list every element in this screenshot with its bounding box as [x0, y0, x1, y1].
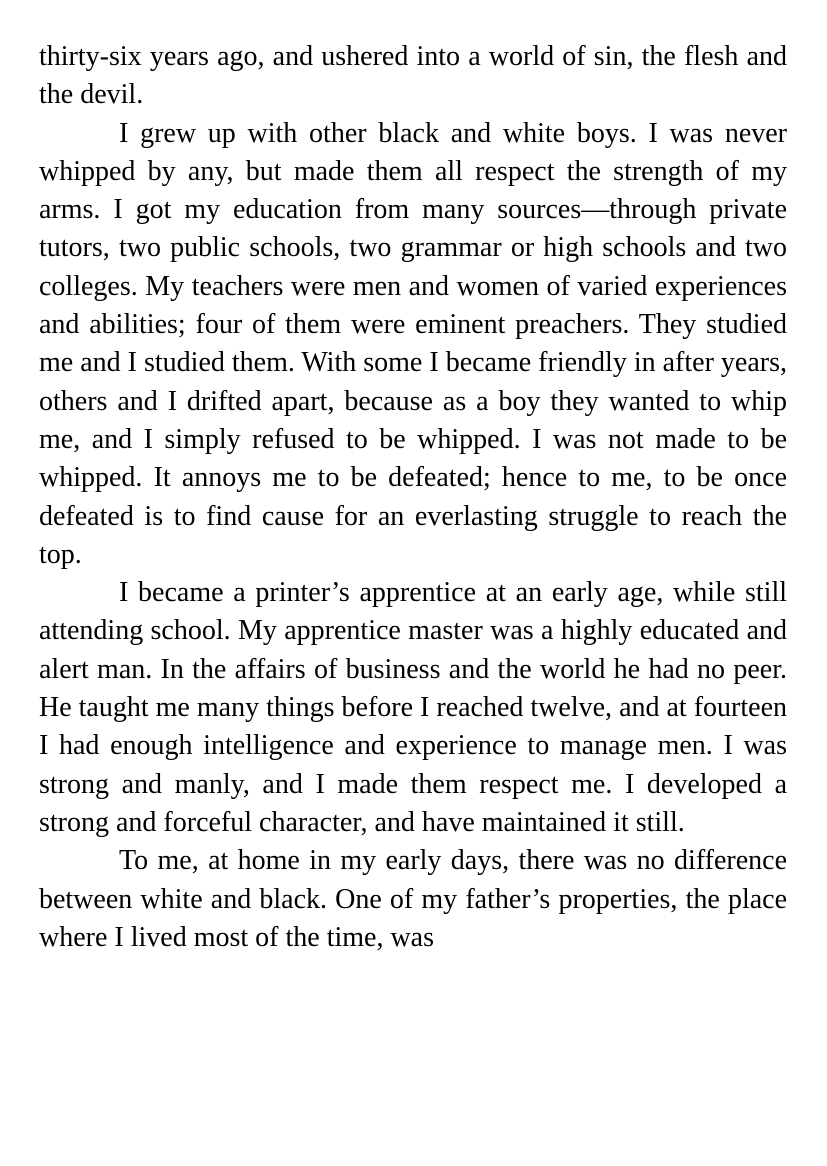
paragraph-2: I grew up with other black and white boys. I was never whipped by any, but made them all respect the strength of my arms. I got my education from many sources—through private tutors, two public schools, two grammar or high schools and two colleges. My teachers were men and women of varied experiences and abilities; four of them were eminent preachers. They studied me and I studied them. With some I became friendly in after years, others and I drifted apart, because as a boy they wanted to whip me, and I simply refused to be whipped. I was not made to be whipped. It annoys me to be defeated; hence to me, to be once defeated is to find cause for an everlasting struggle to reach the top.	[39, 117, 787, 570]
paragraph-1: thirty-six years ago, and ushered into a world of sin, the flesh and the devil.	[39, 41, 787, 111]
paragraph-3: I became a printer’s apprentice at an early age, while still attending school. My apprentice master was a highly educated and alert man. In the affairs of business and the world he had no peer. He taught me many things before I reached twelve, and at fourteen I had enough intelligence and experience to manage men. I was strong and manly, and I made them respect me. I developed a strong and forceful character, and have maintained it still.	[39, 577, 787, 838]
paragraph-4: To me, at home in my early days, there was no difference between white and black. One of my father’s properties, the place where I lived most of the time, was	[39, 845, 787, 953]
document-page	[39, 38, 787, 957]
